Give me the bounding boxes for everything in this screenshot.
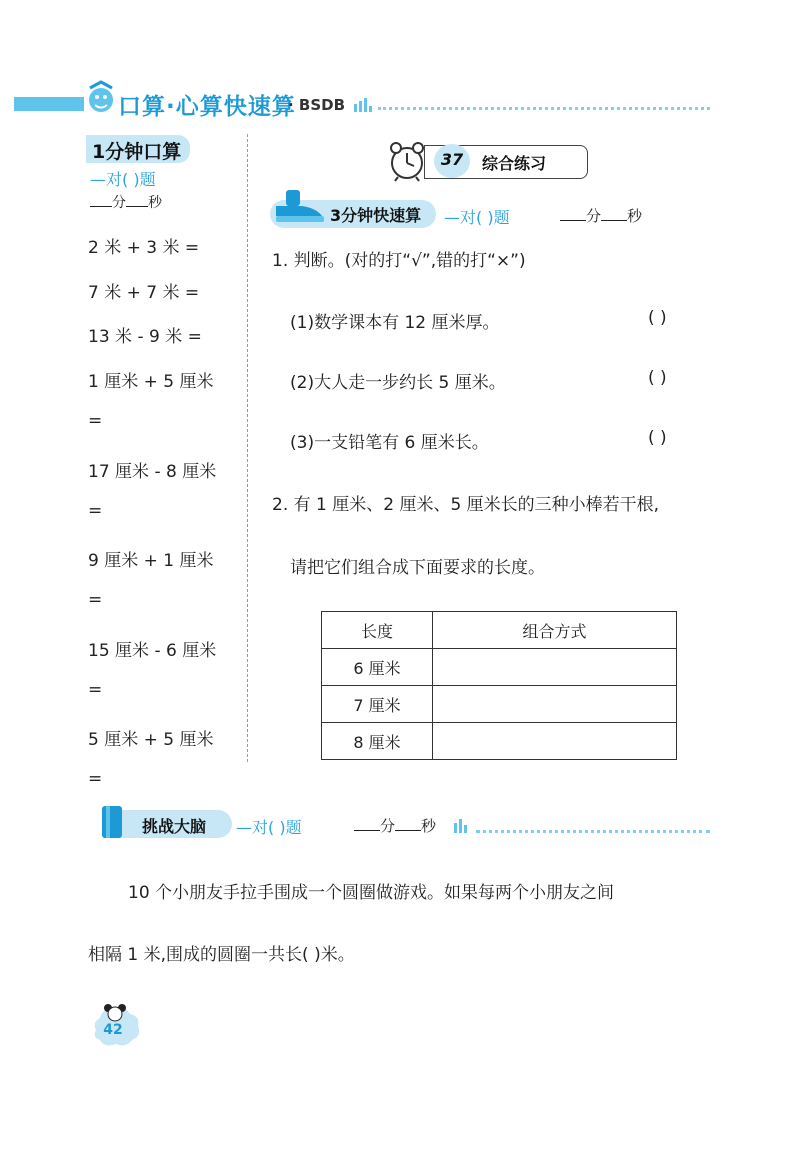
challenge-correct-count: —对( )题 [236,818,302,837]
mascot-logo-icon [84,80,118,120]
equation: 5 厘米 + 5 厘米 [88,730,214,750]
combination-answer-cell[interactable] [433,723,677,760]
judgement-item: (2)大人走一步约长 5 厘米。 [290,373,506,393]
equation: 2 米 + 3 米 = [88,238,200,258]
column-divider [247,134,248,762]
page-number: 42 [103,1022,123,1038]
header-dotted-line [378,107,710,110]
minute-label: 分 [112,195,126,211]
equation: 9 厘米 + 1 厘米 [88,551,214,571]
minute-label: 分 [586,207,602,225]
length-cell: 6 厘米 [322,649,433,686]
equation: 1 厘米 + 5 厘米 [88,372,214,392]
bars-decor-icon [454,817,472,833]
column-header-combination: 组合方式 [433,612,677,649]
challenge-title: 挑战大脑 [142,817,207,836]
judgement-item: (1)数学课本有 12 厘米厚。 [290,313,500,333]
challenge-time-record [354,815,436,836]
left-correct-count: —对( )题 [90,170,156,189]
challenge-dotted-line [476,830,710,833]
sneaker-icon [272,188,328,226]
table-row [322,649,677,686]
alarm-clock-icon [386,140,428,182]
combination-answer-cell[interactable] [433,649,677,686]
section3-title: 3分钟快速算 [330,206,422,225]
column-header-length: 长度 [322,612,433,649]
answer-blank[interactable]: ( ) [648,308,667,328]
section3-time-record [560,205,642,226]
equation: 17 厘米 - 8 厘米 [88,462,217,482]
lesson-title: 综合练习 [482,154,547,173]
header-title: 口算·心算快速算 [118,94,296,120]
question-1: 1. 判断。(对的打“√”,错的打“×”) [272,251,526,271]
table-row [322,686,677,723]
minute-label: 分 [380,817,396,835]
equation-result: = [88,411,103,431]
equation-result: = [88,769,103,789]
second-label: 秒 [627,207,643,225]
bars-decor-icon [354,96,374,112]
combination-table [321,611,677,760]
table-header-row [322,612,677,649]
equation-result: = [88,501,103,521]
equation: 7 米 + 7 米 = [88,283,200,303]
answer-blank[interactable]: ( ) [648,368,667,388]
section3-correct-count: —对( )题 [444,208,510,227]
left-heading-label: 1分钟口算 [92,141,182,163]
lesson-number: 37 [440,150,464,169]
equation-result: = [88,680,103,700]
book-icon [96,802,132,842]
header-bar [14,97,84,111]
length-cell: 8 厘米 [322,723,433,760]
challenge-text-line1: 10 个小朋友手拉手围成一个圆圈做游戏。如果每两个小朋友之间 [128,883,615,903]
length-cell: 7 厘米 [322,686,433,723]
left-time-record [90,192,162,212]
equation: 13 米 - 9 米 = [88,327,202,347]
table-row [322,723,677,760]
equation-result: = [88,590,103,610]
equation: 15 厘米 - 6 厘米 [88,641,217,661]
second-label: 秒 [148,195,162,211]
question-2-line2: 请把它们组合成下面要求的长度。 [290,558,545,578]
second-label: 秒 [421,817,437,835]
challenge-text-line2: 相隔 1 米,围成的圆圈一共长( )米。 [88,945,355,965]
left-section-heading [86,135,190,163]
judgement-item: (3)一支铅笔有 6 厘米长。 [290,433,489,453]
combination-answer-cell[interactable] [433,686,677,723]
answer-blank[interactable]: ( ) [648,428,667,448]
question-2-line1: 2. 有 1 厘米、2 厘米、5 厘米长的三种小棒若干根, [272,495,660,515]
header-subtitle: · BSDB [288,96,346,114]
